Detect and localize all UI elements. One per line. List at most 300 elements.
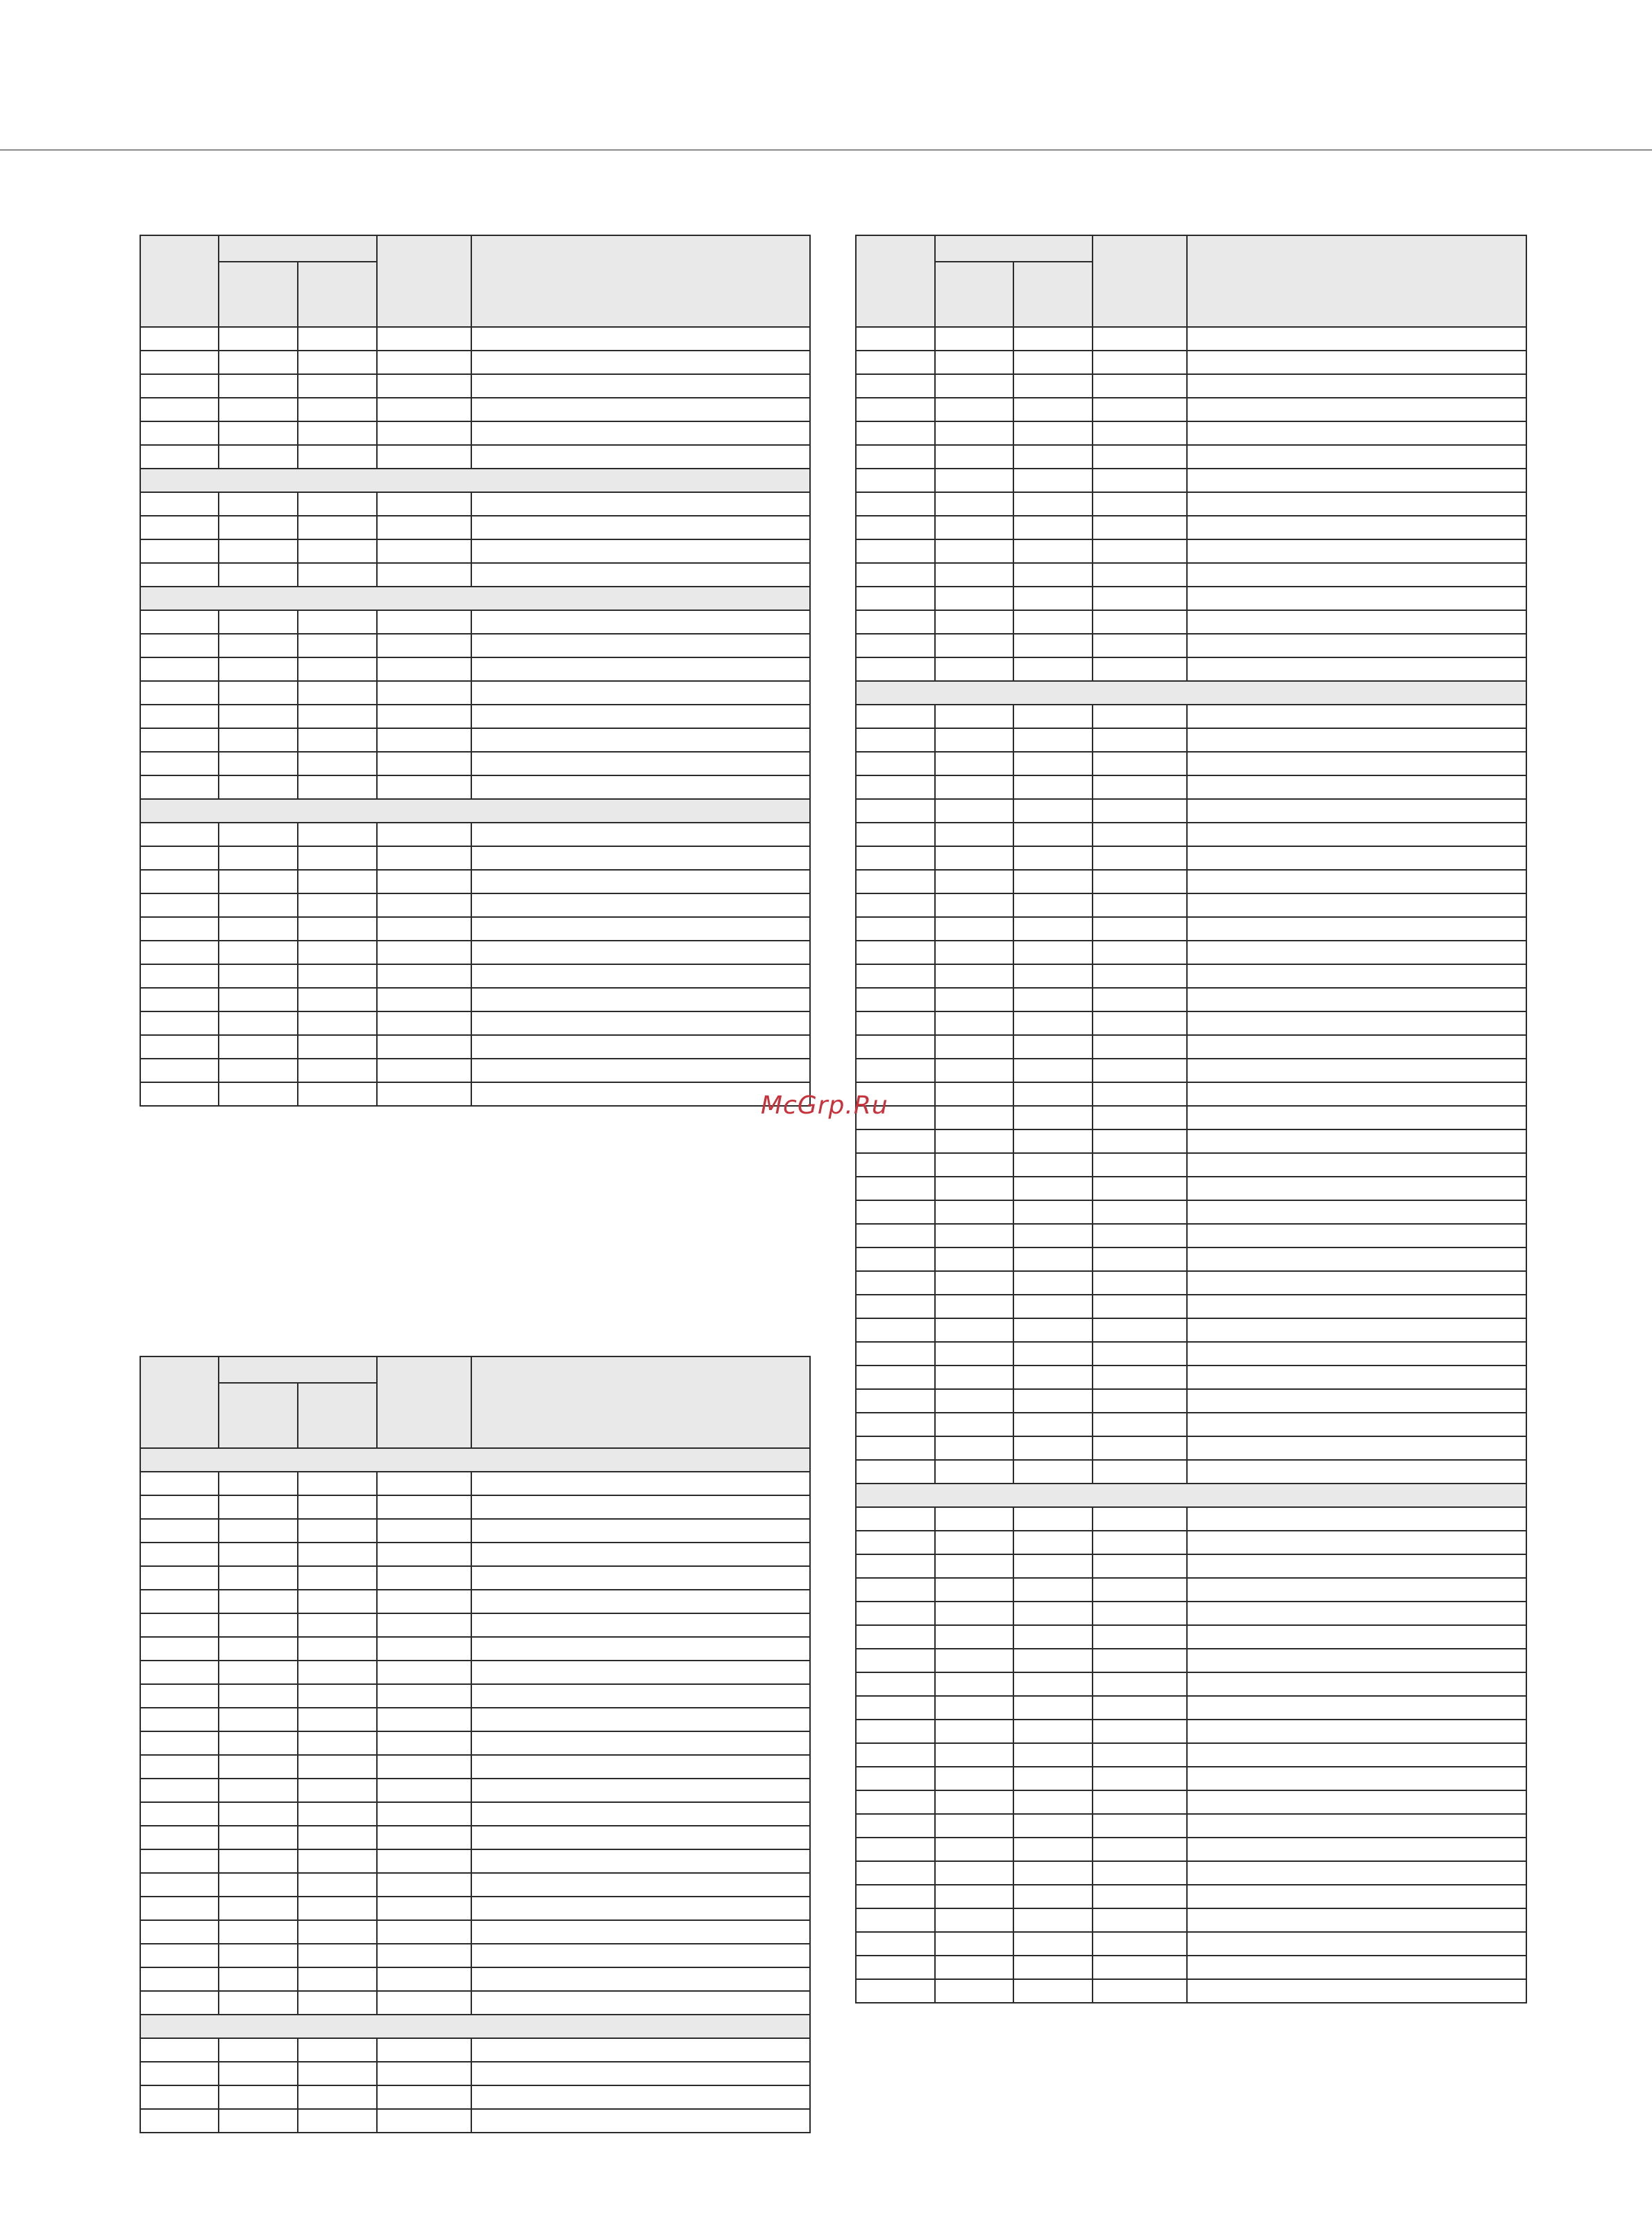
- table-cell: [298, 516, 377, 539]
- section-cell: [140, 587, 810, 610]
- table-cell: [471, 1708, 810, 1731]
- table-cell: [298, 1779, 377, 1802]
- table-cell: [935, 988, 1013, 1011]
- table-cell: [219, 1035, 298, 1059]
- table-cell: [935, 823, 1013, 846]
- header-cell: [377, 235, 471, 327]
- table-cell: [935, 1271, 1013, 1295]
- header-subcell: [935, 262, 1013, 327]
- table-cell: [856, 398, 935, 421]
- table-cell: [1187, 563, 1526, 587]
- table-cell: [856, 964, 935, 988]
- table-cell: [856, 1507, 935, 1531]
- section-row: [856, 681, 1526, 705]
- table-cell: [1093, 1247, 1187, 1271]
- table-cell: [140, 1566, 219, 1590]
- table-cell: [1093, 587, 1187, 610]
- table-cell: [935, 1814, 1013, 1838]
- table-row: [140, 1920, 810, 1944]
- table-row: [140, 2062, 810, 2085]
- table-cell: [377, 421, 471, 445]
- table-cell: [1093, 327, 1187, 351]
- table-cell: [219, 681, 298, 705]
- table-cell: [219, 917, 298, 941]
- table-cell: [140, 657, 219, 681]
- table-cell: [140, 893, 219, 917]
- table-cell: [1093, 799, 1187, 823]
- table-cell: [298, 398, 377, 421]
- table-cell: [1093, 516, 1187, 539]
- table-row: [140, 1590, 810, 1613]
- table-cell: [935, 657, 1013, 681]
- table-row: [856, 1885, 1526, 1908]
- section-row: [140, 2015, 810, 2038]
- table-cell: [856, 1059, 935, 1082]
- table-cell: [140, 327, 219, 351]
- table-cell: [1013, 516, 1093, 539]
- table-cell: [298, 445, 377, 469]
- table-cell: [1093, 1672, 1187, 1696]
- table-cell: [377, 398, 471, 421]
- table-cell: [856, 1413, 935, 1436]
- table-cell: [140, 1897, 219, 1920]
- table-cell: [1013, 492, 1093, 516]
- table-row: [140, 917, 810, 941]
- table-cell: [377, 1035, 471, 1059]
- header-cell: [140, 1356, 219, 1448]
- table-cell: [1013, 1767, 1093, 1790]
- table-row: [856, 1932, 1526, 1956]
- table-cell: [856, 1035, 935, 1059]
- table-cell: [1187, 1790, 1526, 1814]
- table-cell: [856, 563, 935, 587]
- table-row: [140, 1661, 810, 1684]
- table-cell: [935, 1247, 1013, 1271]
- table-cell: [377, 1495, 471, 1519]
- table-cell: [471, 1920, 810, 1944]
- table-row: [140, 1731, 810, 1755]
- table-cell: [935, 705, 1013, 728]
- table-row: [140, 1011, 810, 1035]
- table-cell: [856, 1861, 935, 1885]
- table-row: [856, 469, 1526, 492]
- table-cell: [856, 1767, 935, 1790]
- table-cell: [471, 823, 810, 846]
- table-cell: [1093, 870, 1187, 893]
- table-cell: [377, 351, 471, 374]
- table-cell: [298, 1708, 377, 1731]
- table-row: [856, 1295, 1526, 1318]
- table-cell: [1093, 1342, 1187, 1366]
- table-cell: [935, 1366, 1013, 1389]
- table-row: [856, 823, 1526, 846]
- table-cell: [471, 634, 810, 657]
- table-cell: [935, 1908, 1013, 1932]
- table-cell: [1187, 728, 1526, 752]
- table-cell: [471, 516, 810, 539]
- table-row: [140, 351, 810, 374]
- table-cell: [140, 1920, 219, 1944]
- table-cell: [471, 1849, 810, 1873]
- table-cell: [377, 1991, 471, 2015]
- table-cell: [1093, 657, 1187, 681]
- table-cell: [1187, 1578, 1526, 1602]
- table-cell: [1093, 1200, 1187, 1224]
- table-cell: [298, 1543, 377, 1566]
- table-row: [140, 1849, 810, 1873]
- table-cell: [856, 657, 935, 681]
- table-cell: [377, 1826, 471, 1849]
- table-cell: [298, 1849, 377, 1873]
- table-cell: [1093, 1059, 1187, 1082]
- table-cell: [1187, 1389, 1526, 1413]
- table-cell: [1013, 1956, 1093, 1979]
- table-cell: [935, 1578, 1013, 1602]
- table-cell: [1093, 1743, 1187, 1767]
- table-row: [140, 2109, 810, 2133]
- table-cell: [471, 327, 810, 351]
- table-body: [140, 1448, 810, 2133]
- table-cell: [856, 1743, 935, 1767]
- table-cell: [1013, 1082, 1093, 1106]
- table-cell: [856, 1436, 935, 1460]
- table-cell: [298, 327, 377, 351]
- header-cell: [1187, 235, 1526, 327]
- table-row: [140, 563, 810, 587]
- table-cell: [1187, 492, 1526, 516]
- header-rule: [0, 149, 1652, 151]
- table-cell: [1093, 1389, 1187, 1413]
- table-row: [856, 799, 1526, 823]
- table-cell: [1013, 1861, 1093, 1885]
- table-cell: [1093, 1767, 1187, 1790]
- table-cell: [1013, 1625, 1093, 1649]
- table-cell: [140, 775, 219, 799]
- table-row: [856, 1342, 1526, 1366]
- table-cell: [1013, 1908, 1093, 1932]
- table-cell: [471, 1566, 810, 1590]
- table-cell: [1187, 1861, 1526, 1885]
- table-cell: [377, 1613, 471, 1637]
- table-cell: [298, 1059, 377, 1082]
- table-cell: [1013, 563, 1093, 587]
- table-cell: [471, 681, 810, 705]
- table-cell: [471, 893, 810, 917]
- table-cell: [377, 1755, 471, 1779]
- table-cell: [856, 539, 935, 563]
- table-cell: [1013, 728, 1093, 752]
- table-cell: [471, 445, 810, 469]
- table-cell: [140, 563, 219, 587]
- table-cell: [377, 1873, 471, 1897]
- table-cell: [856, 1932, 935, 1956]
- table-cell: [298, 1873, 377, 1897]
- table-cell: [856, 1531, 935, 1554]
- table-cell: [935, 1153, 1013, 1177]
- table-cell: [1093, 1106, 1187, 1129]
- table-cell: [1187, 1720, 1526, 1743]
- table-cell: [219, 846, 298, 870]
- table-cell: [1013, 1696, 1093, 1720]
- table-cell: [1013, 539, 1093, 563]
- table-cell: [298, 1566, 377, 1590]
- table-cell: [298, 1684, 377, 1708]
- table-row: [140, 705, 810, 728]
- table-cell: [1013, 634, 1093, 657]
- table-cell: [1187, 1082, 1526, 1106]
- table-cell: [856, 1342, 935, 1366]
- table-cell: [377, 1684, 471, 1708]
- table-cell: [377, 1731, 471, 1755]
- table-cell: [140, 1590, 219, 1613]
- table-cell: [140, 1637, 219, 1661]
- table-row: [856, 610, 1526, 634]
- table-cell: [219, 775, 298, 799]
- table-cell: [1187, 1460, 1526, 1484]
- table-row: [140, 516, 810, 539]
- table-cell: [1013, 1200, 1093, 1224]
- table-cell: [1093, 917, 1187, 941]
- table-cell: [1187, 1413, 1526, 1436]
- table-cell: [298, 988, 377, 1011]
- table-cell: [140, 681, 219, 705]
- table-cell: [1093, 752, 1187, 775]
- table-row: [140, 988, 810, 1011]
- table-cell: [1187, 1247, 1526, 1271]
- table-row: [856, 1554, 1526, 1578]
- table-cell: [1187, 1153, 1526, 1177]
- table-cell: [856, 1908, 935, 1932]
- table-cell: [219, 1731, 298, 1755]
- table-header: [140, 1356, 810, 1448]
- table-cell: [377, 893, 471, 917]
- table-cell: [471, 1011, 810, 1035]
- table-row: [856, 1059, 1526, 1082]
- table-cell: [471, 752, 810, 775]
- table-cell: [377, 2085, 471, 2109]
- table-cell: [935, 1743, 1013, 1767]
- table-cell: [471, 1991, 810, 2015]
- table-cell: [1093, 988, 1187, 1011]
- table-cell: [1187, 374, 1526, 398]
- table-cell: [1013, 327, 1093, 351]
- table-row: [856, 634, 1526, 657]
- table-cell: [1093, 1625, 1187, 1649]
- table-cell: [140, 705, 219, 728]
- table-cell: [298, 1613, 377, 1637]
- table-row: [856, 1460, 1526, 1484]
- section-row: [140, 1448, 810, 1472]
- table-cell: [1013, 351, 1093, 374]
- table-cell: [471, 563, 810, 587]
- table-cell: [1013, 1932, 1093, 1956]
- table-cell: [856, 421, 935, 445]
- table-cell: [219, 516, 298, 539]
- table-cell: [377, 492, 471, 516]
- table-cell: [935, 752, 1013, 775]
- section-cell: [140, 2015, 810, 2038]
- table-row: [140, 1802, 810, 1826]
- table-cell: [1187, 752, 1526, 775]
- table-cell: [1187, 1436, 1526, 1460]
- table-cell: [935, 1790, 1013, 1814]
- table-cell: [935, 1389, 1013, 1413]
- table-cell: [935, 1177, 1013, 1200]
- table-cell: [935, 1460, 1013, 1484]
- table-cell: [1013, 1720, 1093, 1743]
- table-cell: [471, 1944, 810, 1967]
- table-cell: [298, 1519, 377, 1543]
- table-cell: [1013, 1649, 1093, 1672]
- table-cell: [856, 917, 935, 941]
- header-cell: [1093, 235, 1187, 327]
- table-cell: [935, 445, 1013, 469]
- table-cell: [140, 2109, 219, 2133]
- header-subcell: [1013, 262, 1093, 327]
- table-cell: [1013, 799, 1093, 823]
- table-cell: [377, 610, 471, 634]
- table-cell: [298, 1920, 377, 1944]
- table-row: [856, 1696, 1526, 1720]
- section-cell: [140, 799, 810, 823]
- table-cell: [856, 1956, 935, 1979]
- table-cell: [856, 516, 935, 539]
- table-cell: [1187, 1106, 1526, 1129]
- table-cell: [856, 1554, 935, 1578]
- table-cell: [935, 1507, 1013, 1531]
- table-cell: [140, 728, 219, 752]
- table-cell: [219, 964, 298, 988]
- table-cell: [856, 1649, 935, 1672]
- table-cell: [935, 870, 1013, 893]
- table-cell: [1013, 1295, 1093, 1318]
- table-cell: [140, 1755, 219, 1779]
- table-cell: [471, 1967, 810, 1991]
- table-cell: [1187, 775, 1526, 799]
- table-cell: [219, 1873, 298, 1897]
- parts-table-left-bottom: [140, 1356, 811, 2133]
- table-row: [140, 823, 810, 846]
- table-cell: [298, 2038, 377, 2062]
- table-row: [140, 634, 810, 657]
- table-cell: [1093, 1295, 1187, 1318]
- table-cell: [471, 1802, 810, 1826]
- table-cell: [219, 988, 298, 1011]
- table-cell: [1093, 1696, 1187, 1720]
- table-cell: [856, 1696, 935, 1720]
- table-cell: [219, 728, 298, 752]
- table-cell: [856, 1578, 935, 1602]
- table-cell: [1187, 1507, 1526, 1531]
- table-cell: [856, 1389, 935, 1413]
- table-cell: [935, 421, 1013, 445]
- table-row: [856, 1720, 1526, 1743]
- table-row: [856, 1389, 1526, 1413]
- table-cell: [1187, 351, 1526, 374]
- table-cell: [377, 1590, 471, 1613]
- table-cell: [471, 1059, 810, 1082]
- table-cell: [1013, 1790, 1093, 1814]
- table-cell: [298, 681, 377, 705]
- table-cell: [471, 2109, 810, 2133]
- table-row: [856, 1318, 1526, 1342]
- table-cell: [935, 327, 1013, 351]
- table-cell: [140, 374, 219, 398]
- table-cell: [377, 374, 471, 398]
- table-cell: [298, 1944, 377, 1967]
- table-row: [140, 2038, 810, 2062]
- table-cell: [140, 870, 219, 893]
- table-cell: [856, 1129, 935, 1153]
- table-cell: [1093, 445, 1187, 469]
- table-cell: [856, 1224, 935, 1247]
- section-cell: [856, 1484, 1526, 1507]
- table-cell: [298, 1637, 377, 1661]
- table-cell: [1187, 846, 1526, 870]
- table-cell: [1013, 657, 1093, 681]
- table-cell: [1013, 870, 1093, 893]
- table-row: [856, 1035, 1526, 1059]
- table-cell: [377, 681, 471, 705]
- table-cell: [1013, 1885, 1093, 1908]
- table-cell: [856, 1271, 935, 1295]
- table-cell: [219, 327, 298, 351]
- table-cell: [140, 2085, 219, 2109]
- table-cell: [471, 1637, 810, 1661]
- table-cell: [377, 1779, 471, 1802]
- table-cell: [1093, 1436, 1187, 1460]
- table-cell: [856, 1602, 935, 1625]
- table-cell: [377, 657, 471, 681]
- table-cell: [298, 1082, 377, 1106]
- table-cell: [935, 1106, 1013, 1129]
- table-cell: [140, 610, 219, 634]
- table-cell: [140, 445, 219, 469]
- table-cell: [1013, 1554, 1093, 1578]
- table-cell: [377, 1059, 471, 1082]
- table-cell: [377, 445, 471, 469]
- table-cell: [935, 610, 1013, 634]
- table-cell: [856, 351, 935, 374]
- table-cell: [377, 2109, 471, 2133]
- table-row: [856, 1082, 1526, 1106]
- table-cell: [377, 1849, 471, 1873]
- table-cell: [377, 1543, 471, 1566]
- table-cell: [219, 1802, 298, 1826]
- table-cell: [298, 846, 377, 870]
- table-cell: [1093, 1885, 1187, 1908]
- table-cell: [377, 705, 471, 728]
- table-cell: [1187, 539, 1526, 563]
- table-cell: [471, 728, 810, 752]
- table-cell: [140, 1708, 219, 1731]
- table-cell: [471, 2085, 810, 2109]
- table-cell: [1093, 610, 1187, 634]
- table-row: [856, 421, 1526, 445]
- table-cell: [1093, 1578, 1187, 1602]
- table-cell: [471, 964, 810, 988]
- table-cell: [1187, 823, 1526, 846]
- table-cell: [1093, 1720, 1187, 1743]
- table-cell: [935, 539, 1013, 563]
- table-row: [140, 2085, 810, 2109]
- table-cell: [1093, 634, 1187, 657]
- table-cell: [1093, 893, 1187, 917]
- table-cell: [1187, 610, 1526, 634]
- table-row: [140, 610, 810, 634]
- table-row: [140, 1991, 810, 2015]
- table-cell: [856, 1247, 935, 1271]
